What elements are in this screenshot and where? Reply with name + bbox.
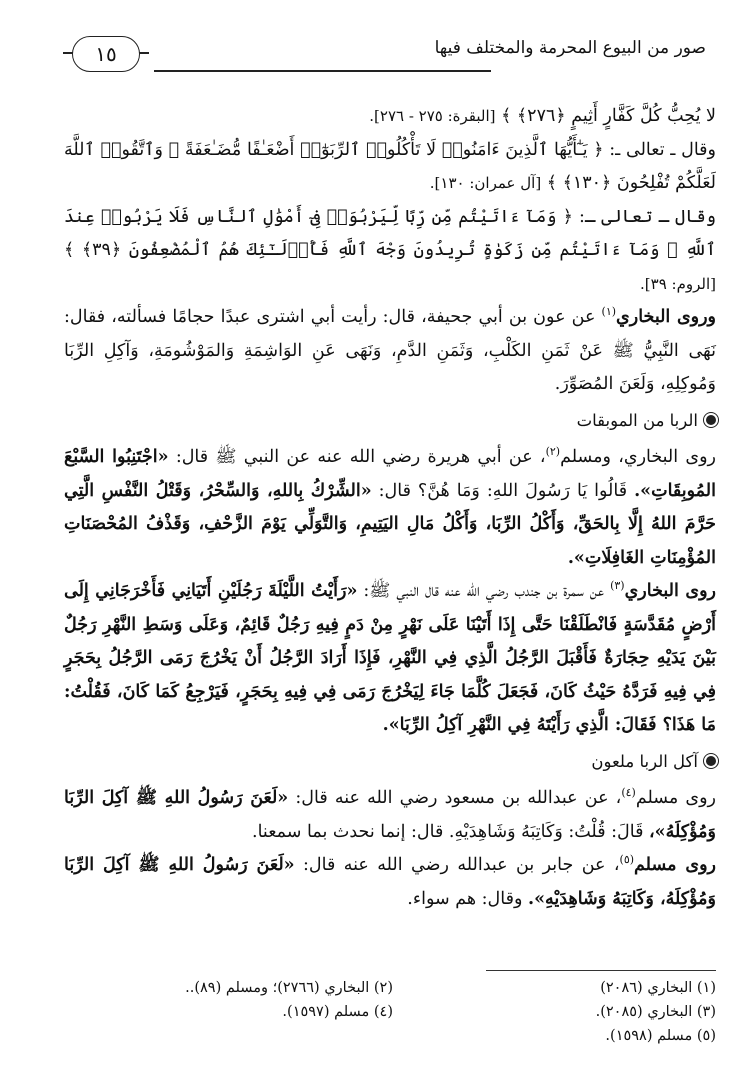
- narration-text: عن سمرة بن جندب رضي الله عنه قال النبي ﷺ:: [363, 581, 605, 601]
- verse-fragment: لا يُحِبُّ كُلَّ كَفَّارٍ أَثِيمٍ ﴿٢٧٦﴾ ﴾: [501, 106, 716, 126]
- hadith-text: «الشِّرْكُ بِاللهِ، وَالسِّحْرُ، وَقَتْلُ النَّفْسِ الَّتِي حَرَّمَ اللهُ إِلَّا بِالحَقِّ، وَأَكْلُ الرِّبَا، وَأَكْلُ مَالِ اليَتِيمِ، وَالتَّوَلِّي يَوْمَ الزَّحْفِ، وَقَذْفُ المُحْصَنَاتِ المُؤْمِنَاتِ الغَافِلَاتِ».: [64, 480, 716, 568]
- flower-bullet-icon: [706, 756, 716, 766]
- verse-text: ﴿ يَـٰٓأَيُّهَا ٱلَّذِينَ ءَامَنُوا۟ لَا تَأْكُلُوا۟ ٱلرِّبَوٰٓا۟ أَضْعَـٰفًا مُّضَـٰعَفَةً ۖ وَٱتَّقُوا۟ ٱللَّهَ لَعَلَّكُمْ تُفْلِحُونَ ﴿١٣٠﴾ ﴾: [64, 139, 716, 193]
- paragraph-1: [64, 100, 716, 134]
- narration-text: ، عن جابر بن عبدالله رضي الله عنه قال:: [303, 855, 620, 875]
- footnote: (٢) البخاري (٢٧٦٦)؛ ومسلم (٨٩)..: [185, 980, 393, 996]
- narration-text: وقال: هم سواء.: [407, 888, 523, 909]
- paragraph-7: [64, 782, 716, 849]
- verse-source: [الروم: ٣٩].: [640, 274, 716, 293]
- paragraph-5: [64, 441, 716, 575]
- paragraph-4: [64, 301, 716, 402]
- narrator: روى مسلم: [634, 855, 716, 875]
- paragraph-3: [64, 201, 716, 302]
- flower-bullet-icon: [706, 415, 716, 425]
- narration-text: قَالَ: قُلْتُ: وَكَاتِبَهُ وَشَاهِدَيْهِ. قال: إنما نحدث بما سمعنا.: [252, 821, 644, 842]
- narrator: وروى البخاري: [616, 307, 716, 327]
- narration-text: قَالُوا يَا رَسُولَ اللهِ: وَمَا هُنَّ؟ قال:: [378, 480, 628, 501]
- footnote-ref: (١): [601, 305, 617, 319]
- paragraph-8: [64, 849, 716, 916]
- paragraph-6: [64, 575, 716, 743]
- section-heading-text: آكل الربا ملعون: [591, 751, 698, 771]
- section-heading-text: الربا من الموبقات: [576, 410, 698, 430]
- narrator: روى البخاري: [624, 581, 716, 601]
- intro-text: وقال ـ تعالى ـ:: [609, 139, 716, 160]
- verse-text: ﴿ وَمَآ ءَاتَيْتُم مِّن رِّبًا لِّيَرْبُوَا۟ فِىٓ أَمْوَٰلِ ٱلنَّاسِ فَلَا يَرْبُوا۟ عِندَ ٱللَّهِ ۖ وَمَآ ءَاتَيْتُم مِّن زَكَوٰةٍ تُرِيدُونَ وَجْهَ ٱللَّهِ فَأُو۟لَـٰٓئِكَ هُمُ ٱلْمُضْعِفُونَ ﴿٣٩﴾ ﴾: [64, 206, 716, 260]
- footnote-ref: (٥): [619, 853, 635, 867]
- section-heading: [64, 745, 716, 779]
- footnote-ref: (٤): [621, 786, 636, 800]
- intro-text: وقال ـ تعالى ـ:: [579, 206, 716, 227]
- footnote-ref: (٢): [545, 445, 561, 459]
- footnote: (٤) مسلم (١٥٩٧).: [282, 1004, 393, 1020]
- hadith-text: «لَعَنَ رَسُولُ اللهِ ﷺ آكِلَ الرِّبَا وَمُؤْكِلَهُ»،: [64, 788, 716, 842]
- narration-text: روى البخاري، ومسلم: [560, 447, 716, 467]
- hadith-text: «رَأَيْتُ اللَّيْلَةَ رَجُلَيْنِ أَتَيَانِي فَأَخْرَجَانِي إِلَى أَرْضٍ مُقَدَّسَةٍ فَانْطَلَقْنَا حَتَّى إِذَا أَتَيْنَا عَلَى نَهْرٍ مِنْ دَمٍ فِيهِ رَجُلٌ قَائِمٌ، وَعَلَى وَسَطِ النَّهْرِ رَجُلٌ بَيْنَ يَدَيْهِ حِجَارَةٌ فَأَقْبَلَ الرَّجُلُ الَّذِي فِي النَّهْرِ، فَإِذَا أَرَادَ الرَّجُلُ أَنْ يَخْرُجَ رَمَى الرَّجُلُ بِحَجَرٍ فِي فِيهِ فَرَدَّهُ حَيْثُ كَانَ، فَجَعَلَ كُلَّمَا جَاءَ لِيَخْرُجَ رَمَى فِي فِيهِ بِحَجَرٍ، فَيَرْجِعُ كَمَا كَانَ، فَقُلْتُ: مَا هَذَا؟ فَقَالَ: الَّذِي رَأَيْتَهُ فِي النَّهْرِ آكِلُ الرِّبَا».: [64, 581, 716, 735]
- narration-text: ، عن عبدالله بن مسعود رضي الله عنه قال:: [295, 788, 622, 808]
- verse-source: [آل عمران: ١٣٠].: [429, 174, 542, 192]
- narration-text: عن عون بن أبي جحيفة، قال: رأيت أبي اشترى عبدًا حجامًا فسألته، فقال:: [64, 307, 596, 327]
- page-body: [64, 100, 716, 916]
- page-header: [70, 28, 706, 84]
- page-number: ١٥: [72, 36, 140, 72]
- hadith-text: «اجْتَنِبُوا السَّبْعَ المُوبِقَاتِ».: [64, 447, 716, 501]
- running-title: صور من البيوع المحرمة والمختلف فيها: [434, 38, 706, 58]
- footnote: (٥) مسلم (١٥٩٨).: [605, 1028, 716, 1044]
- header-rule: [154, 70, 491, 72]
- section-heading: [64, 404, 716, 438]
- footnote-rule: [486, 970, 716, 971]
- hadith-text: «لَعَنَ رَسُولُ اللهِ ﷺ آكِلَ الرِّبَا وَمُؤْكِلَهُ، وَكَاتِبَهُ وَشَاهِدَيْهِ».: [64, 855, 716, 909]
- footnote: (٣) البخاري (٢٠٨٥).: [595, 1004, 716, 1020]
- footnotes: [90, 976, 716, 1048]
- verse-source: [البقرة: ٢٧٥ - ٢٧٦].: [369, 107, 496, 125]
- hadith-text: نَهَى النَّبِيُّ ﷺ عَنْ ثَمَنِ الكَلْبِ، وَثَمَنِ الدَّمِ، وَنَهَى عَنِ الوَاشِمَةِ وَالمَوْشُومَةِ، وَآكِلِ الرِّبَا وَمُوكِلِهِ، وَلَعَنَ المُصَوِّرَ.: [64, 340, 716, 394]
- footnote: (١) البخاري (٢٠٨٦): [600, 980, 716, 996]
- narration-text: ، عن أبي هريرة رضي الله عنه عن النبي ﷺ قال:: [175, 447, 546, 467]
- paragraph-2: [64, 134, 716, 201]
- footnote-ref: (٣): [610, 579, 625, 593]
- narration-text: روى مسلم: [635, 788, 716, 808]
